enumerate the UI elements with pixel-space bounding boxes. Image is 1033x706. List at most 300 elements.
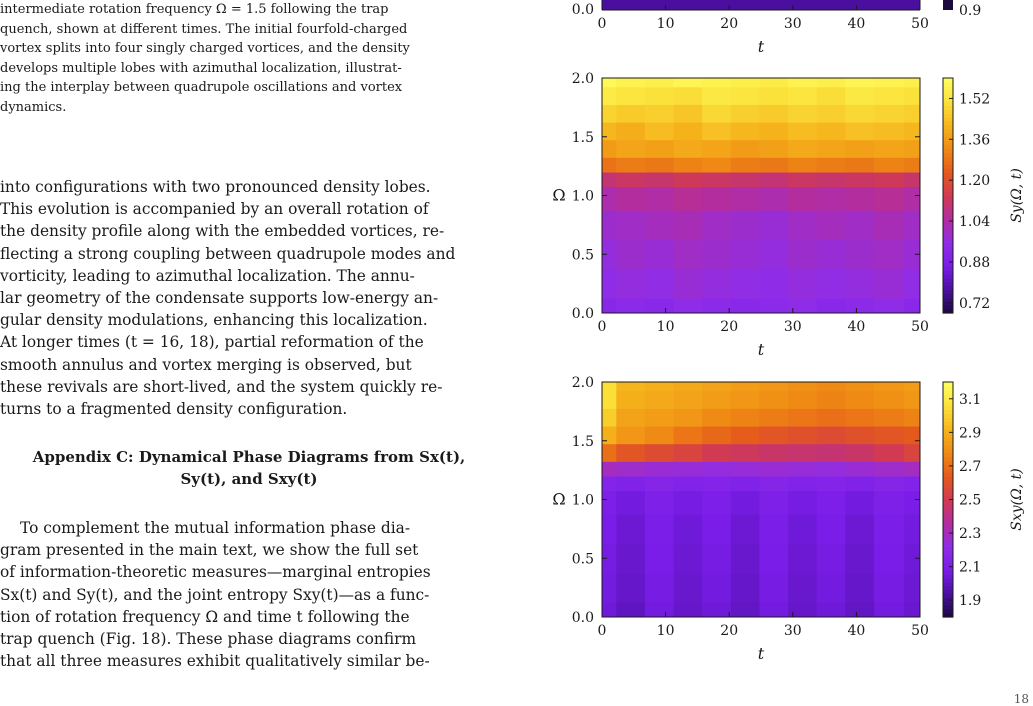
heatmap-cell [788, 172, 817, 187]
heatmap-cell [845, 298, 874, 313]
heatmap-cell [759, 514, 788, 544]
colorbar-segment [943, 254, 953, 259]
colorbar-tick-label: 2.5 [959, 492, 982, 509]
heatmap-cell [674, 514, 703, 544]
colorbar-segment [943, 211, 953, 216]
heatmap-cell [674, 172, 703, 187]
colorbar-segment [943, 86, 953, 91]
heatmap-cell [731, 298, 760, 313]
heatmap-cell [904, 491, 920, 515]
colorbar-segment [943, 145, 953, 150]
heatmap-cell [817, 573, 846, 603]
heatmap-cell [674, 122, 703, 140]
colorbar-segment [943, 235, 953, 240]
heatmap-cell [845, 426, 874, 444]
x-tick-label: 40 [847, 623, 866, 639]
heatmap-cell [602, 491, 617, 515]
heatmap-cell [904, 444, 920, 462]
heatmap-cell [731, 210, 760, 240]
colorbar-segment [943, 301, 953, 306]
colorbar-segment [943, 266, 953, 271]
heatmap-cell [602, 444, 617, 462]
text-column [0, 0, 510, 706]
heatmap-cell [731, 382, 760, 391]
heatmap-cell [788, 210, 817, 240]
heatmap-cell [702, 382, 731, 391]
heatmap-cell [674, 391, 703, 409]
heatmap-cell [759, 382, 788, 391]
heatmap-cell [904, 187, 920, 211]
heatmap-cell [845, 210, 874, 240]
colorbar-segment [943, 90, 953, 95]
heatmap-cell [731, 78, 760, 87]
heatmap-cell [602, 298, 617, 313]
heatmap-cell [731, 573, 760, 603]
caption-line: ing the interplay between quadrupole oscillations and vortex [0, 80, 403, 95]
heatmap-cell [788, 544, 817, 574]
heatmap-cell [788, 573, 817, 603]
heatmap-cell [674, 573, 703, 603]
text-line: tion of rotation frequency Ω and time t following the [0, 607, 410, 626]
colorbar-segment [943, 425, 953, 430]
colorbar-tick-label: 2.9 [959, 425, 982, 442]
heatmap-cell [645, 573, 674, 603]
heatmap-cell [845, 269, 874, 299]
heatmap-cell [874, 240, 905, 270]
heatmap-cell [731, 544, 760, 574]
heatmap-cell [845, 444, 874, 462]
colorbar-segment [943, 215, 953, 220]
heatmap-cell [731, 408, 760, 426]
heatmap-cell [904, 122, 920, 140]
heatmap-cell [674, 444, 703, 462]
caption-line: quench, shown at different times. The initial fourfold-charged [0, 21, 408, 37]
heatmap-cell [759, 240, 788, 270]
heatmap-cell [845, 122, 874, 140]
colorbar-segment [943, 445, 953, 450]
heatmap-cell [702, 140, 731, 158]
colorbar-segment [943, 121, 953, 126]
heatmap-cell [645, 122, 674, 140]
heatmap-cell [904, 602, 920, 617]
colorbar-segment [943, 574, 953, 579]
heatmap-cell [845, 172, 874, 187]
heatmap-cell [845, 78, 874, 87]
x-tick-label: 0 [597, 16, 607, 32]
colorbar-segment [943, 402, 953, 407]
text-line: lar geometry of the condensate supports low-energy an- [0, 289, 439, 308]
heatmap-cell [845, 476, 874, 491]
heatmap-cell [874, 461, 905, 476]
x-axis-label: t [757, 37, 765, 56]
colorbar-segment [943, 113, 953, 118]
heatmap-cell [616, 187, 645, 211]
colorbar-tick-label: 1.9 [959, 593, 982, 610]
colorbar-segment [943, 250, 953, 255]
heatmap-cell [904, 104, 920, 122]
colorbar-segment [943, 409, 953, 414]
heatmap-cell [616, 87, 645, 105]
x-tick-label: 10 [656, 623, 675, 639]
heatmap-cell [674, 78, 703, 87]
paragraph-2 [0, 517, 498, 672]
colorbar-segment [943, 184, 953, 189]
heatmap-cell [645, 461, 674, 476]
heatmap-cell [702, 514, 731, 544]
heatmap-cell [674, 476, 703, 491]
colorbar-segment [943, 413, 953, 418]
heatmap-cell [874, 87, 905, 105]
heatmap-cell [674, 461, 703, 476]
heatmap-cell [904, 408, 920, 426]
heatmap-cell [904, 391, 920, 409]
colorbar-segment [943, 382, 953, 387]
heatmap-cell [616, 298, 645, 313]
colorbar-tick-label: 2.3 [959, 526, 982, 543]
y-tick-label: 0.5 [571, 247, 594, 264]
heatmap-cell [759, 573, 788, 603]
heatmap-cell [616, 602, 645, 617]
x-tick-label: 20 [720, 16, 739, 32]
heatmap-cell [874, 476, 905, 491]
colorbar-tick-label: 2.7 [959, 458, 982, 475]
heatmap-cell [874, 491, 905, 515]
colorbar-segment [943, 117, 953, 122]
caption-line: dynamics. [0, 99, 67, 115]
colorbar [943, 0, 953, 10]
colorbar-segment [943, 196, 953, 201]
caption-line: vortex splits into four singly charged vortices, and the density [0, 41, 410, 56]
heatmap-cell [645, 476, 674, 491]
heatmap-cell [674, 269, 703, 299]
heatmap-cell [674, 140, 703, 158]
heatmap-cell [702, 476, 731, 491]
colorbar-segment [943, 503, 953, 508]
heatmap-cell [602, 78, 617, 87]
heatmap-cell [759, 391, 788, 409]
x-tick-label: 30 [783, 319, 802, 335]
heatmap-cell [616, 140, 645, 158]
colorbar-segment [943, 480, 953, 485]
heatmap-cell [817, 187, 846, 211]
colorbar-segment [943, 558, 953, 563]
heatmap-cell [759, 491, 788, 515]
heatmap-cell [788, 157, 817, 172]
heatmap-cell [845, 514, 874, 544]
colorbar-segment [943, 547, 953, 552]
heatmap-cell [874, 157, 905, 172]
heatmap-cell [702, 87, 731, 105]
heatmap-cell [759, 104, 788, 122]
heatmap-area [602, 0, 920, 10]
heatmap-cell [602, 391, 617, 409]
colorbar-segment [943, 102, 953, 107]
heatmap-cell [759, 78, 788, 87]
heatmap-cell [645, 187, 674, 211]
text-line: trap quench (Fig. 18). These phase diagrams confirm [0, 630, 417, 649]
colorbar-segment [943, 386, 953, 391]
colorbar-segment [943, 453, 953, 458]
text-line: the density profile along with the embedded vortices, re- [0, 222, 445, 241]
heatmap-cell [616, 573, 645, 603]
heatmap-cell [759, 426, 788, 444]
heatmap-cell [702, 298, 731, 313]
heatmap-cell [702, 210, 731, 240]
heatmap-cell [845, 491, 874, 515]
heatmap-cell [731, 104, 760, 122]
colorbar-tick-label: 0.88 [959, 254, 991, 271]
colorbar-segment [943, 609, 953, 614]
y-tick-label: 2.0 [571, 375, 594, 391]
colorbar-segment [943, 133, 953, 138]
colorbar-segment [943, 231, 953, 236]
caption-line: develops multiple lobes with azimuthal localization, illustrat- [0, 60, 402, 76]
heatmap-cell [817, 444, 846, 462]
y-tick-label: 0.0 [571, 306, 594, 322]
heatmap-cell [731, 240, 760, 270]
heatmap-cell [759, 544, 788, 574]
heatmap-cell [674, 210, 703, 240]
colorbar-tick-label: 0.72 [959, 295, 991, 312]
heatmap-cell [702, 491, 731, 515]
heatmap-cell [731, 140, 760, 158]
heatmap-cell [602, 157, 617, 172]
heatmap-cell [702, 104, 731, 122]
heatmap-cell [874, 408, 905, 426]
colorbar-segment [943, 394, 953, 399]
colorbar-segment [943, 282, 953, 287]
heatmap-cell [874, 122, 905, 140]
heatmap-cell [616, 269, 645, 299]
heatmap-cell [645, 210, 674, 240]
heatmap-cell [616, 104, 645, 122]
heatmap-cell [616, 514, 645, 544]
colorbar-segment [943, 203, 953, 208]
heatmap-cell [874, 391, 905, 409]
colorbar-segment [943, 515, 953, 520]
y-tick-label: 1.5 [571, 129, 594, 146]
colorbar-segment [943, 460, 953, 465]
colorbar-segment [943, 390, 953, 395]
heatmap-cell [874, 382, 905, 391]
heatmap-cell [602, 104, 617, 122]
colorbar-segment [943, 484, 953, 489]
colorbar-segment [943, 468, 953, 473]
colorbar-segment [943, 421, 953, 426]
heatmap-cell [817, 87, 846, 105]
heatmap-cell [788, 240, 817, 270]
colorbar-segment [943, 554, 953, 559]
colorbar-segment [943, 278, 953, 283]
heatmap-cell [674, 544, 703, 574]
heatmap-cell [731, 476, 760, 491]
colorbar-segment [943, 417, 953, 422]
text-line [0, 517, 498, 539]
heatmap-cell [874, 544, 905, 574]
colorbar-segment [943, 543, 953, 548]
colorbar-tick-label: 2.1 [959, 559, 982, 576]
heatmap-cell [817, 426, 846, 444]
colorbar-tick-label: 3.1 [959, 391, 982, 408]
heatmap-cell [788, 187, 817, 211]
colorbar-segment [943, 188, 953, 193]
heatmap-cell [904, 269, 920, 299]
heatmap-cell [731, 187, 760, 211]
figure-column [535, 0, 1033, 706]
figure-caption [0, 0, 490, 117]
heatmap-cell [702, 544, 731, 574]
heatmap-cell [817, 78, 846, 87]
y-tick-label: 1.0 [571, 492, 594, 509]
heatmap-cell [759, 476, 788, 491]
heatmap-cell [904, 157, 920, 172]
colorbar-tick-label: 1.52 [959, 91, 991, 108]
heatmap-cell [702, 573, 731, 603]
colorbar-segment [943, 519, 953, 524]
heatmap-cell [674, 87, 703, 105]
heatmap-cell [645, 157, 674, 172]
heatmap-cell [602, 87, 617, 105]
colorbar-segment [943, 262, 953, 267]
caption-line: intermediate rotation frequency Ω = 1.5 following the trap [0, 2, 389, 17]
colorbar-segment [943, 227, 953, 232]
colorbar-segment [943, 152, 953, 157]
colorbar-segment [943, 78, 953, 83]
colorbar-segment [943, 539, 953, 544]
heatmap-cell [904, 210, 920, 240]
heatmap-cell [702, 461, 731, 476]
colorbar-segment [943, 437, 953, 442]
colorbar-segment [943, 192, 953, 197]
heatmap-cell [731, 157, 760, 172]
colorbar-segment [943, 164, 953, 169]
heatmap-cell [616, 408, 645, 426]
heatmap-cell [788, 104, 817, 122]
heatmap-cell [904, 78, 920, 87]
heatmap-cell [616, 476, 645, 491]
heatmap-cell [759, 408, 788, 426]
heatmap-cell [731, 461, 760, 476]
heatmap-cell [602, 573, 617, 603]
colorbar-segment [943, 433, 953, 438]
heatmap-cell [874, 187, 905, 211]
colorbar-segment [943, 129, 953, 134]
heatmap-cell [817, 240, 846, 270]
colorbar-segment [943, 605, 953, 610]
colorbar-segment [943, 523, 953, 528]
colorbar-segment [943, 156, 953, 161]
y-tick-label: 1.0 [571, 188, 594, 205]
colorbar-label: Sy(Ω, t) [1009, 168, 1025, 223]
heatmap-cell [874, 140, 905, 158]
heatmap-cell [674, 602, 703, 617]
colorbar-segment [943, 305, 953, 310]
text-line: This evolution is accompanied by an overall rotation of [0, 200, 429, 219]
x-axis-label: t [757, 644, 765, 663]
heatmap-cell [874, 602, 905, 617]
heatmap-cell [817, 122, 846, 140]
colorbar-segment [943, 601, 953, 606]
heatmap-cell [702, 444, 731, 462]
heatmap-cell [817, 298, 846, 313]
heatmap-cell [874, 444, 905, 462]
colorbar-segment [943, 172, 953, 177]
heatmap-cell [817, 461, 846, 476]
text-line: gular density modulations, enhancing this localization. [0, 311, 428, 330]
heatmap-cell [674, 240, 703, 270]
heatmap-cell [616, 122, 645, 140]
heatmap-cell [788, 382, 817, 391]
heatmap-cell [702, 391, 731, 409]
heatmap-cell [874, 172, 905, 187]
heatmap-cell [645, 240, 674, 270]
heatmap-cell [602, 476, 617, 491]
colorbar-segment [943, 293, 953, 298]
heatmap-cell [845, 408, 874, 426]
colorbar-tick-label: 1.20 [959, 173, 991, 190]
heatmap-cell [602, 172, 617, 187]
heatmap-cell [702, 157, 731, 172]
heatmap-cell [817, 382, 846, 391]
y-tick-label: 0.0 [571, 2, 594, 18]
heatmap-cell [759, 187, 788, 211]
heatmap-cell [645, 269, 674, 299]
heatmap-cell [904, 140, 920, 158]
heatmap-cell [674, 408, 703, 426]
heatmap-cell [788, 444, 817, 462]
heatmap-cell [845, 104, 874, 122]
text-line: gram presented in the main text, we show the full set [0, 541, 419, 560]
colorbar-segment [943, 590, 953, 595]
heatmap-cell [759, 122, 788, 140]
heatmap-cell [904, 298, 920, 313]
heatmap-cell [731, 391, 760, 409]
heatmap-cell [874, 298, 905, 313]
heatmap-cell [674, 382, 703, 391]
colorbar-segment [943, 441, 953, 446]
heatmap-cell [602, 461, 617, 476]
x-tick-label: 10 [656, 319, 675, 335]
x-axis-label: t [757, 340, 765, 359]
heatmap-cell [731, 87, 760, 105]
heatmap-cell [874, 426, 905, 444]
heatmap-cell [645, 172, 674, 187]
heatmap-cell [904, 87, 920, 105]
heatmap-cell [845, 602, 874, 617]
colorbar-segment [943, 223, 953, 228]
heatmap-cell [616, 426, 645, 444]
heatmap-cell [645, 491, 674, 515]
heatmap-cell [904, 476, 920, 491]
text-line: that all three measures exhibit qualitatively similar be- [0, 652, 430, 671]
colorbar-segment [943, 535, 953, 540]
colorbar-segment [943, 488, 953, 493]
heatmap-cell [817, 391, 846, 409]
colorbar-tick-label: 0.9 [959, 3, 982, 19]
heatmap-cell [817, 140, 846, 158]
heatmap-cell [616, 240, 645, 270]
heatmap-cell [845, 240, 874, 270]
colorbar-segment [943, 472, 953, 477]
heatmap-cell [731, 426, 760, 444]
heatmap-cell [731, 122, 760, 140]
colorbar-segment [943, 141, 953, 146]
page-number: 18 [1013, 692, 1029, 706]
y-axis-label: Ω [552, 185, 566, 205]
heatmap-cell [645, 104, 674, 122]
x-tick-label: 20 [720, 623, 739, 639]
heatmap-cell [616, 491, 645, 515]
